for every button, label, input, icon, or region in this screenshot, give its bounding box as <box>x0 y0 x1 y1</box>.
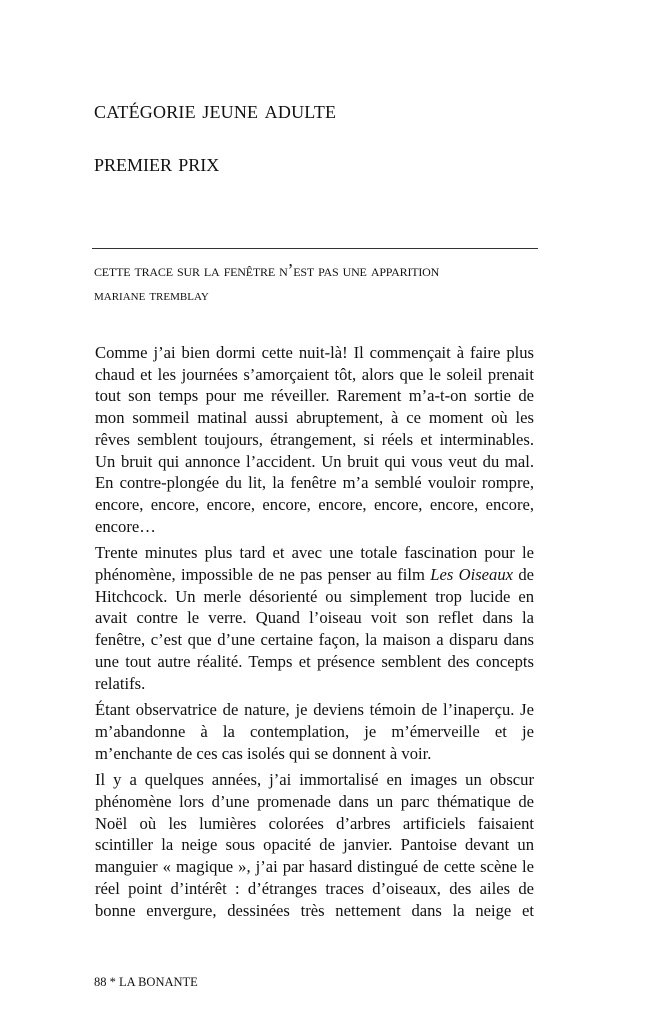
text-fragment: phénomène, impossible de ne pas penser au film <box>95 565 431 585</box>
text-line: mon sommeil matinal aussi abruptement, à ce moment où les <box>95 408 534 428</box>
text-line: manguier « magique », j’ai par hasard distingué de cette scène le <box>95 857 534 877</box>
text-line: m’enchante de ces cas isolés qui se donnent à voir. <box>95 743 432 763</box>
text-line: Trente minutes plus tard et avec une totale fascination pour le <box>95 543 534 563</box>
paragraph-4 <box>95 769 534 921</box>
text-line: une tout autre réalité. Temps et présence semblent des concepts <box>95 651 534 671</box>
story-body <box>95 342 534 926</box>
text-line: Un bruit qui annonce l’accident. Un bruit qui vous veut du mal. <box>95 451 534 471</box>
page-number: 88 <box>94 975 107 989</box>
text-line: Hitchcock. Un merle désorienté ou simplement trop lucide en <box>95 586 534 606</box>
text-line: phénomène lors d’une promenade dans un parc thématique de <box>95 792 534 812</box>
film-title: Les Oiseaux <box>430 565 514 585</box>
paragraph-1 <box>95 342 534 537</box>
category-heading: catégorie jeune adulte <box>94 97 337 124</box>
page-footer <box>94 974 198 990</box>
text-line: Étant observatrice de nature, je deviens témoin de l’inaperçu. Je <box>95 700 534 720</box>
text-line: encore, encore, encore, encore, encore, encore, encore, encore, <box>95 494 534 514</box>
text-line: Il y a quelques années, j’ai immortalisé en images un obscur <box>95 770 534 790</box>
text-line: bonne envergure, dessinées très nettement dans la neige et <box>95 900 534 920</box>
publication-name: LA BONANTE <box>119 975 198 989</box>
text-line: fenêtre, c’est que d’une certaine façon, la maison a disparu dans <box>95 630 534 650</box>
text-fragment: de <box>513 565 535 585</box>
section-divider <box>92 248 538 249</box>
story-title: cette trace sur la fenêtre n’est pas une apparition <box>94 260 440 280</box>
text-line: Comme j’ai bien dormi cette nuit-là! Il commençait à faire plus <box>95 343 534 362</box>
text-line-with-italic <box>95 564 534 586</box>
text-line: scintiller la neige sous opacité de janvier. Pantoise devant un <box>95 835 534 855</box>
text-line: avait contre le verre. Quand l’oiseau voit son reflet dans la <box>95 608 534 628</box>
text-line: m’abandonne à la contemplation, je m’émerveille et je <box>95 721 534 741</box>
text-line: tout son temps pour me réveiller. Rarement m’a-t-on sortie de <box>95 386 534 406</box>
text-line: chaud et les journées s’amorçaient tôt, alors que le soleil prenait <box>95 364 534 384</box>
text-line: Noël où les lumières colorées d’arbres artificiels faisaient <box>95 813 534 833</box>
text-line: relatifs. <box>95 673 146 693</box>
paragraph-2 <box>95 542 534 694</box>
text-line: encore… <box>95 516 156 536</box>
story-author: mariane tremblay <box>94 287 209 304</box>
paragraph-3 <box>95 699 534 764</box>
text-line: En contre-plongée du lit, la fenêtre m’a semblé vouloir rompre, <box>95 473 534 493</box>
text-line: réel point d’intérêt : d’étranges traces d’oiseaux, des ailes de <box>95 878 534 898</box>
footer-separator: * <box>109 975 116 989</box>
prize-heading: premier prix <box>94 150 220 177</box>
text-line: rêves semblent toujours, étrangement, si réels et interminables. <box>95 429 534 449</box>
